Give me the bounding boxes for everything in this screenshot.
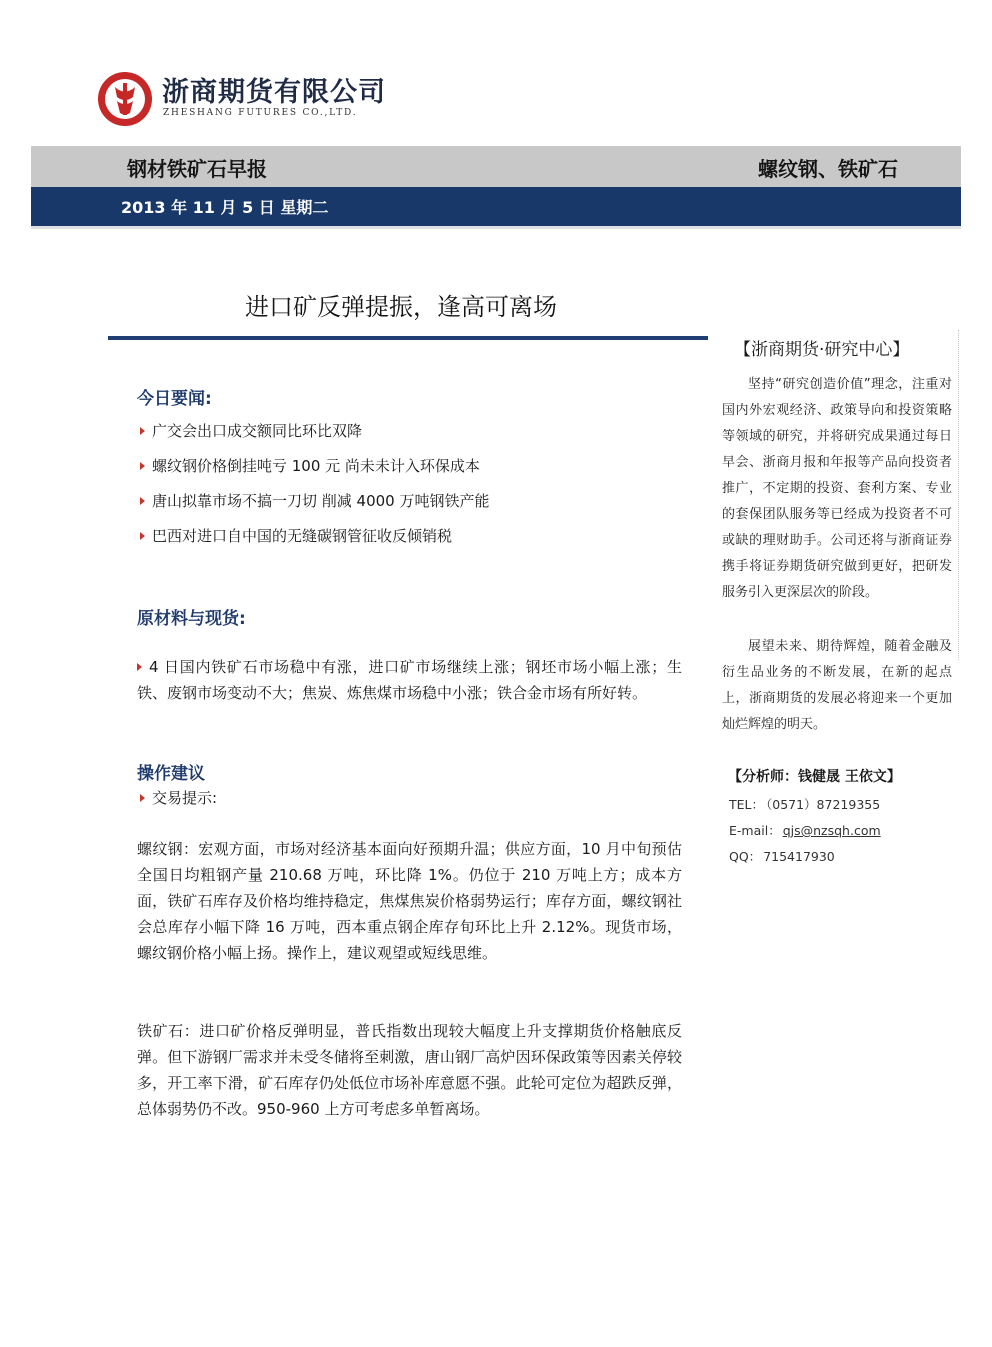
company-name-en: ZHESHANG FUTURES CO.,LTD. (163, 108, 358, 118)
report-title: 钢材铁矿石早报 (127, 157, 267, 181)
news-list (140, 414, 685, 554)
news-item: 唐山拟靠市场不搞一刀切 削减 4000 万吨钢铁产能 (140, 484, 685, 519)
sidebar-title: 【浙商期货·研究中心】 (734, 340, 910, 360)
email-link[interactable]: qjs@nzsqh.com (782, 823, 881, 838)
bullet-triangle-icon (140, 427, 145, 435)
bullet-triangle-icon (140, 794, 145, 802)
raw-materials-heading: 原材料与现货: (137, 609, 246, 629)
news-heading: 今日要闻: (137, 389, 212, 409)
title-underline (108, 336, 708, 340)
bullet-triangle-icon (140, 532, 145, 540)
header-divider (31, 226, 961, 229)
contact-email: E-mail： qjs@nzsqh.com (729, 823, 881, 838)
advice-heading: 操作建议 (137, 764, 205, 784)
rebar-analysis: 螺纹钢：宏观方面，市场对经济基本面向好预期升温；供应方面，10 月中旬预估全国日均粗钢产量 210.68 万吨，环比降 1%。仍位于 210 万吨上方；成本方面，铁矿石库存及价格均维持稳定，焦煤焦炭价格弱势运行；库存方面，螺纹钢社会总库存小幅下降 16 万吨，西本重点钢企库存旬环比上升 2.12%。现货市场，螺纹钢价格小幅上扬。操作上，建议观望或短线思维。 (137, 840, 682, 962)
sidebar-outlook: 展望未来、期待辉煌，随着金融及衍生品业务的不断发展，在新的起点上，浙商期货的发展必将迎来一个更加灿烂辉煌的明天。 (722, 639, 952, 732)
news-item: 广交会出口成交额同比环比双降 (140, 414, 685, 449)
main-title: 进口矿反弹提振，逢高可离场 (245, 293, 557, 321)
news-item: 螺纹钢价格倒挂吨亏 100 元 尚未未计入环保成本 (140, 449, 685, 484)
bullet-triangle-icon (140, 497, 145, 505)
contact-qq: QQ： 715417930 (729, 849, 835, 864)
news-item: 巴西对进口自中国的无缝碳钢管征收反倾销税 (140, 519, 685, 554)
raw-materials-text: 4 日国内铁矿石市场稳中有涨，进口矿市场继续上涨；钢坯市场小幅上涨；生铁、废钢市场变动不大；焦炭、炼焦煤市场稳中小涨；铁合金市场有所好转。 (137, 658, 682, 702)
contact-tel: TEL： （0571）87219355 (729, 797, 881, 812)
company-logo-icon (97, 71, 153, 127)
iron-ore-analysis: 铁矿石：进口矿价格反弹明显，普氏指数出现较大幅度上升支撑期货价格触底反弹。但下游钢厂需求并未受冬储将至刺激，唐山钢厂高炉因环保政策等因素关停较多，开工率下滑，矿石库存仍处低位市场补库意愿不强。此轮可定位为超跌反弹，总体弱势仍不改。950-960 上方可考虑多单暂离场。 (137, 1022, 682, 1118)
trade-tip-label: 交易提示: (140, 785, 685, 811)
analyst-names: 【分析师：钱健晟 王依文】 (728, 769, 901, 785)
sidebar-divider (958, 330, 961, 660)
bullet-triangle-icon (137, 663, 142, 671)
bullet-triangle-icon (140, 462, 145, 470)
report-tags: 螺纹钢、铁矿石 (758, 157, 898, 181)
report-date: 2013 年 11 月 5 日 星期二 (121, 198, 329, 217)
sidebar-intro: 坚持“研究创造价值”理念，注重对国内外宏观经济、政策导向和投资策略等领域的研究，并将研究成果通过每日早会、浙商月报和年报等产品向投资者推广，不定期的投资、套利方案、专业的套保团队服务等已经成为投资者不可或缺的理财助手。公司还将与浙商证券携手将证券期货研究做到更好，把研发服务引入更深层次的阶段。 (722, 377, 952, 600)
company-name-cn: 浙商期货有限公司 (162, 77, 386, 108)
